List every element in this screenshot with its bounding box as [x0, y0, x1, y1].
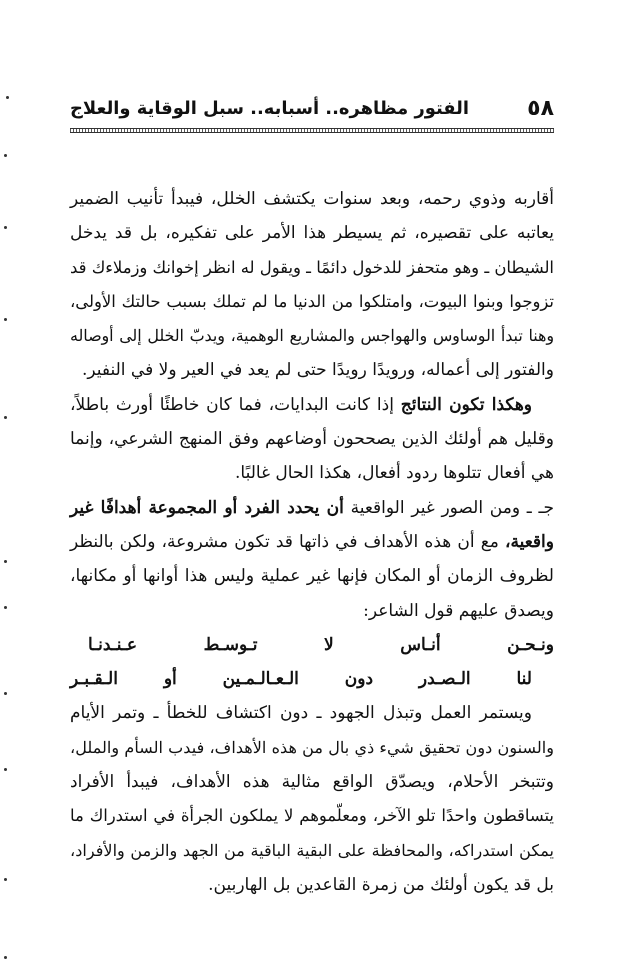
text-line	[70, 525, 554, 559]
text-line: يتساقطون واحدًا تلو الآخر، ومعلّموهم لا يملكون الجرأة في استدراك ما	[70, 806, 554, 826]
line-text: إذا كانت البدايات، فما كان خاطئًا أورث باطلاً،	[70, 394, 401, 415]
text-line: ويصدق عليهم قول الشاعر:	[363, 600, 554, 621]
text-line: والفتور إلى أعماله، ورويدًا رويدًا حتى لم يعد في العير ولا في النفير.	[81, 360, 554, 381]
bold-phrase: أن يحدد الفرد أو المجموعة أهدافًا غير	[70, 497, 344, 518]
body-text	[70, 182, 554, 902]
text-line: أقاربه وذوي رحمه، وبعد سنوات يكتشف الخلل، فيبدأ تأنيب الضمير	[70, 189, 554, 209]
page-header	[70, 92, 554, 124]
scan-speck	[4, 226, 7, 229]
text-line: وتتبخر الأحلام، ويصدّق الواقع مثالية هذه الأهداف، فيبدأ الأفراد	[70, 772, 554, 793]
text-line: ويستمر العمل وتبذل الجهود ـ دون اكتشاف للخطأ ـ وتمر الأيام	[70, 703, 532, 724]
scan-speck	[4, 416, 7, 419]
scan-speck	[4, 560, 7, 563]
page-number: ٥٨	[527, 96, 554, 121]
text-line: بل قد يكون أولئك من زمرة القاعدين بل الهاربين.	[208, 874, 554, 895]
text-line: هي أفعال تتلوها ردود أفعال، هكذا الحال غالبًا.	[235, 463, 554, 484]
scan-speck	[4, 692, 7, 695]
running-title: الفتور مظاهره.. أسبابه.. سبل الوقاية والعلاج	[70, 98, 469, 119]
scan-speck	[4, 606, 7, 609]
line-text: مع أن هذه الأهداف في ذاتها قد تكون مشروعة، ولكن بالنظر	[70, 531, 505, 552]
text-line	[70, 388, 554, 422]
line-text: جـ ـ ومن الصور غير الواقعية	[343, 497, 554, 518]
text-line: الشيطان ـ وهو متحفز للدخول دائمًا ـ ويقول له انظر إخوانك وزملاءك قد	[70, 257, 554, 277]
scan-speck	[4, 768, 7, 771]
text-line: والسنون دون تحقيق شيء ذي بال من هذه الأهداف، فيدب السأم والملل،	[70, 737, 554, 757]
bold-phrase: واقعية،	[505, 531, 554, 552]
scan-speck	[6, 96, 9, 99]
text-line: يعاتبه على تقصيره، ثم يسيطر هذا الأمر على تفكيره، بل قد يدخل	[70, 223, 554, 244]
text-line: وقليل هم أولئك الذين يصححون أوضاعهم وفق المنهج الشرعي، وإنما	[70, 429, 554, 450]
text-line: تزوجوا وبنوا البيوت، وامتلكوا من الدنيا ما لم تملك بسبب حالتك الأولى،	[70, 291, 554, 311]
scan-speck	[4, 318, 7, 321]
scan-speck	[4, 878, 7, 881]
scan-speck	[4, 956, 7, 959]
text-line: وهنا تبدأ الوساوس والهواجس والمشاريع الوهمية، ويدبّ الخلل إلى أوصاله	[70, 326, 554, 346]
poem-verse: ونـحـن أنـاس لا تـوسـط عـنـدنـا	[88, 634, 554, 655]
text-line: يمكن استدراكه، والمحافظة على البقية الباقية من الجهد والزمن والأفراد،	[70, 840, 554, 860]
scan-speck	[4, 154, 7, 157]
text-line	[70, 491, 554, 525]
bold-phrase: وهكذا تكون النتائج	[400, 394, 532, 415]
poem-verse: لنا الـصـدر دون الـعـالـمـين أو الـقـبـر	[70, 669, 532, 690]
text-line: لظروف الزمان أو المكان فإنها غير عملية وليس هذا أوانها أو مكانها،	[70, 566, 554, 587]
header-divider	[70, 128, 554, 133]
